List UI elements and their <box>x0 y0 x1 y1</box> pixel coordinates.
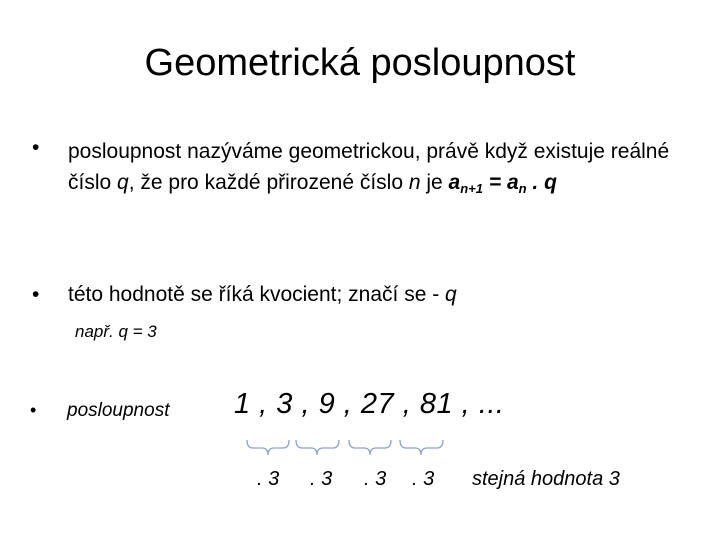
definition-text-part-a: posloupnost nazýváme geometrickou, právě když existuje reálné číslo <box>68 140 670 194</box>
quotient-text-body: této hodnotě se říká kvocient; značí se - <box>68 283 446 306</box>
slide-title: Geometrická posloupnost <box>144 42 576 84</box>
formula-sub-n: n <box>518 181 527 196</box>
example-text: např. q = 3 <box>75 322 157 341</box>
brace-3 <box>349 440 391 455</box>
factor-label: . 3 <box>364 468 387 490</box>
formula-sub-n-plus-1: n+1 <box>460 181 483 196</box>
formula-equals: = <box>483 171 507 194</box>
formula-a: a <box>506 171 519 194</box>
bullet-dot: • <box>32 136 40 159</box>
definition-text-part-c: je <box>420 171 449 194</box>
same-value-note: stejná hodnota 3 <box>472 468 620 490</box>
bullet-dot: • <box>30 400 37 420</box>
factor-label: . 3 <box>412 468 435 490</box>
brace-2 <box>296 440 339 455</box>
bullet-dot: • <box>32 283 40 306</box>
sequence-values: 1 , 3 , 9 , 27 , 81 , ... <box>234 388 505 420</box>
brace-4 <box>400 440 443 455</box>
quotient-text <box>68 283 457 307</box>
factor-label: . 3 <box>257 468 280 490</box>
var-q: q <box>445 283 457 306</box>
formula-times-q: . q <box>526 171 557 194</box>
definition-text-part-b: , že pro každé přirozené číslo <box>128 171 409 194</box>
formula-a: a <box>448 171 461 194</box>
var-q: q <box>117 171 129 194</box>
definition-text <box>68 136 708 204</box>
var-n: n <box>408 171 421 194</box>
brace-1 <box>247 440 289 455</box>
recurrence-formula <box>449 171 557 194</box>
factor-label: . 3 <box>310 468 333 490</box>
sequence-label: posloupnost <box>67 400 170 421</box>
